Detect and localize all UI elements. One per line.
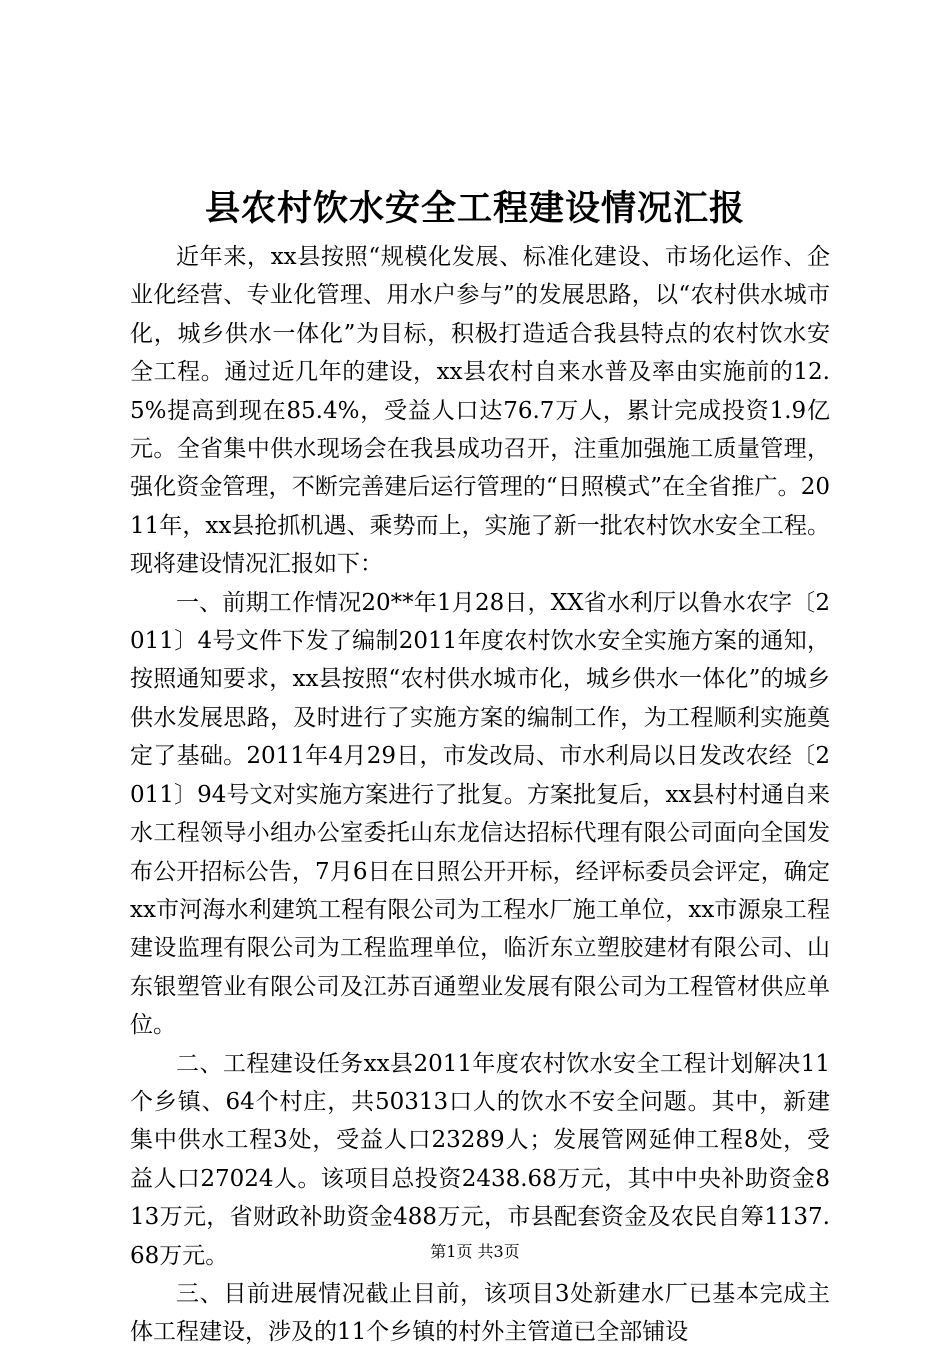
document-title: 县农村饮水安全工程建设情况汇报 xyxy=(204,188,745,229)
paragraph-intro: 近年来，xx县按照“规模化发展、标准化建设、市场化运作、企业化经营、专业化管理、用水户参与”的发展思路，以“农村供水城市化，城乡供水一体化”为目标，积极打造适合我县特点的农村饮水安全工程。通过近几年的建设，xx县农村自来水普及率由实施前的12.5%提高到现在85.4%，受益人口达76.7万人，累计完成投资1.9亿元。全省集中供水现场会在我县成功召开，注重加强施工质量管理，强化资金管理，不断完善建后运行管理的“日照模式”在全省推广。2011年，xx县抢抓机遇、乘势而上，实施了新一批农村饮水安全工程。现将建设情况汇报如下： xyxy=(130,244,830,578)
paragraph-preliminary-work: 一、前期工作情况20**年1月28日，XX省水利厅以鲁水农字〔2011〕4号文件下发了编制2011年度农村饮水安全实施方案的通知，按照通知要求，xx县按照“农村供水城市化，城乡供水一体化”的城乡供水发展思路，及时进行了实施方案的编制工作，为工程顺利实施奠定了基础。2011年4月29日，市发改局、市水利局以日发改农经〔2011〕94号文对实施方案进行了批复。方案批复后，xx县村村通自来水工程领导小组办公室委托山东龙信达招标代理有限公司面向全国发布公开招标公告，7月6日在日照公开开标，经评标委员会评定，确定xx市河海水利建筑工程有限公司为工程水厂施工单位，xx市源泉工程建设监理有限公司为工程监理单位，临沂东立塑胶建材有限公司、山东银塑管业有限公司及江苏百通塑业发展有限公司为工程管材供应单位。 xyxy=(130,589,830,1039)
paragraph-current-progress: 三、目前进展情况截止目前，该项目3处新建水厂已基本完成主体工程建设，涉及的11个乡镇的村外主管道已全部铺设 xyxy=(130,1280,830,1346)
page-footer: 第1页 共3页 xyxy=(430,1242,520,1261)
paragraph-construction-tasks: 二、工程建设任务xx县2011年度农村饮水安全工程计划解决11个乡镇、64个村庄，共50313口人的饮水不安全问题。其中，新建集中供水工程3处，受益人口23289人；发展管网延伸工程8处，受益人口27024人。该项目总投资2438.68万元，其中中央补助资金813万元，省财政补助资金488万元，市县配套资金及农民自筹1137.68万元。 xyxy=(130,1050,830,1269)
document-body xyxy=(130,238,830,1352)
